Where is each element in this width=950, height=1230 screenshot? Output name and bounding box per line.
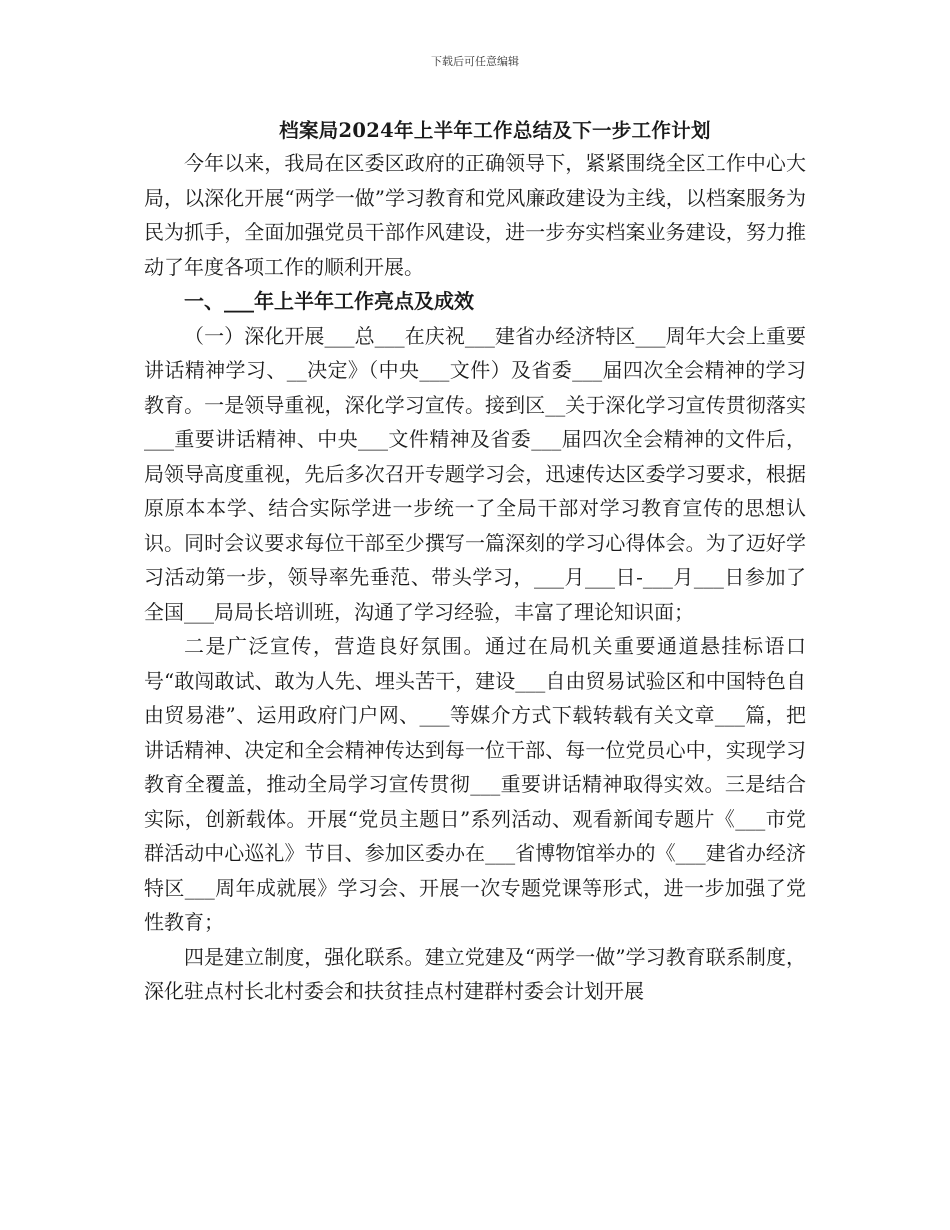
paragraph-2: 二是广泛宣传，营造良好氛围。通过在局机关重要通道悬挂标语口号“敢闯敢试、敢为人先、埋头苦干，建设___自由贸易试验区和中国特色自由贸易港”、运用政府门户网、___等媒介方式下载转载有关文章___篇，把讲话精神、决定和全会精神传达到每一位干部、每一位党员心中，实现学习教育全覆盖，推动全局学习宣传贯彻___重要讲话精神取得实效。三是结合实际，创新载体。开展“党员主题日”系列活动、观看新闻专题片《___市党群活动中心巡礼》节目、参加区委办在___省博物馆举办的《___建省办经济特区___周年成就展》学习会、开展一次专题党课等形式，进一步加强了党性教育；: [144, 634, 806, 934]
intro-paragraph: 今年以来，我局在区委区政府的正确领导下，紧紧围绕全区工作中心大局，以深化开展“两学一做”学习教育和党风廉政建设为主线，以档案服务为民为抓手，全面加强党员干部作风建设，进一步夯实档案业务建设，努力推动了年度各项工作的顺利开展。: [144, 151, 806, 279]
paragraph-3: 四是建立制度，强化联系。建立党建及“两学一做”学习教育联系制度，深化驻点村长北村委会和扶贫挂点村建群村委会计划开展: [144, 944, 806, 1003]
document-title: 档案局2024年上半年工作总结及下一步工作计划: [279, 119, 711, 142]
header-note: 下载后可任意编辑: [431, 55, 519, 68]
section-heading: 一、___年上半年工作亮点及成效: [184, 289, 474, 313]
paragraph-1: （一）深化开展___总___在庆祝___建省办经济特区___周年大会上重要讲话精神学习、__决定》（中央___文件）及省委___届四次全会精神的学习教育。一是领导重视，深化学习宣传。接到区__关于深化学习宣传贯彻落实___重要讲话精神、中央___文件精神及省委___届四次全会精神的文件后，局领导高度重视，先后多次召开专题学习会，迅速传达区委学习要求，根据原原本本学、结合实际学进一步统一了全局干部对学习教育宣传的思想认识。同时会议要求每位干部至少撰写一篇深刻的学习心得体会。为了迈好学习活动第一步，领导率先垂范、带头学习，___月___日-___月___日参加了全国___局局长培训班，沟通了学习经验，丰富了理论知识面；: [144, 323, 806, 624]
document-body: [144, 146, 806, 1009]
